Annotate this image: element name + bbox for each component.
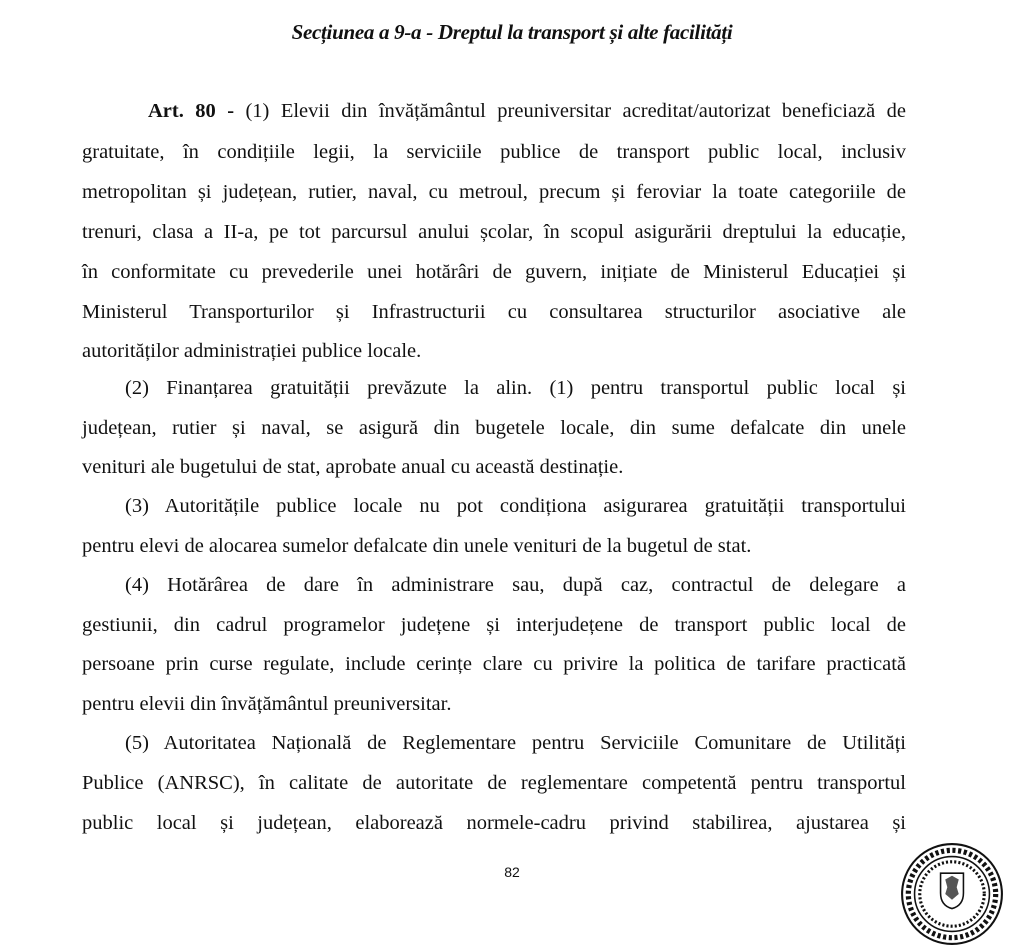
article-line: Art. 80 - (1) Elevii din învățământul preuniversitar acreditat/autorizat beneficiază de <box>148 100 907 122</box>
page-number: 82 <box>504 864 520 880</box>
article-line: (5) Autoritatea Națională de Reglementare pentru Serviciile Comunitare de Utilități <box>125 732 906 754</box>
article-line: persoane prin curse regulate, include cerințe clare cu privire la politica de tarifare practicată <box>82 653 906 675</box>
article-line: metropolitan și județean, rutier, naval, cu metroul, precum și feroviar la toate categoriile de <box>82 181 906 203</box>
article-line: gratuitate, în condițiile legii, la serviciile publice de transport public local, inclusiv <box>82 141 906 163</box>
official-stamp <box>900 842 1004 946</box>
article-label: Art. 80 - <box>148 100 235 122</box>
article-line: (2) Finanțarea gratuității prevăzute la alin. (1) pentru transportul public local și <box>125 377 906 399</box>
section-title: Secțiunea a 9-a - Dreptul la transport și alte facilități <box>291 20 733 44</box>
article-line: județean, rutier și naval, se asigură din bugetele locale, din sume defalcate din unele <box>82 417 906 439</box>
article-line: Publice (ANRSC), în calitate de autoritate de reglementare competentă pentru transportul <box>82 772 906 794</box>
article-line: Ministerul Transporturilor și Infrastructurii cu consultarea structurilor asociative ale <box>82 301 906 323</box>
article-line: venituri ale bugetului de stat, aprobate anual cu această destinație. <box>82 456 624 478</box>
article-line: în conformitate cu prevederile unei hotărâri de guvern, inițiate de Ministerul Educației și <box>82 261 906 283</box>
article-line: pentru elevii din învățământul preuniversitar. <box>82 693 452 715</box>
article-line: pentru elevi de alocarea sumelor defalcate din unele venituri de la bugetul de stat. <box>82 535 752 557</box>
article-line: autorităților administrației publice locale. <box>82 340 422 362</box>
article-line: gestiunii, din cadrul programelor județene și interjudețene de transport public local de <box>82 614 906 636</box>
article-line: trenuri, clasa a II-a, pe tot parcursul anului școlar, în scopul asigurării dreptului la educație, <box>82 221 906 243</box>
article-line: (4) Hotărârea de dare în administrare sau, după caz, contractul de delegare a <box>125 574 906 596</box>
article-line: (3) Autoritățile publice locale nu pot condiționa asigurarea gratuității transportului <box>125 495 906 517</box>
article-line: public local și județean, elaborează normele-cadru privind stabilirea, ajustarea și <box>82 812 906 834</box>
